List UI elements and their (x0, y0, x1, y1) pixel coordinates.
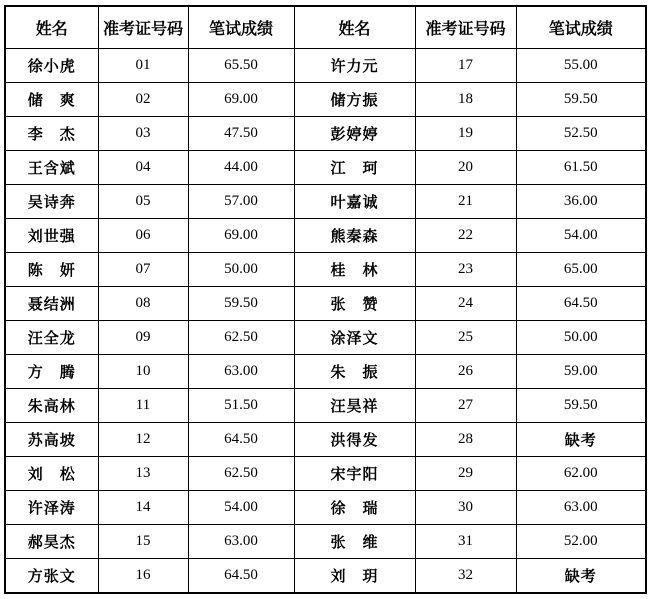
written-score: 61.50 (516, 151, 646, 185)
written-score: 52.50 (516, 117, 646, 151)
candidate-name: 彭婷婷 (294, 117, 415, 151)
written-score: 63.00 (516, 491, 646, 525)
candidate-name: 方 腾 (5, 355, 98, 389)
header-name-left: 姓名 (5, 6, 98, 49)
written-score: 65.50 (188, 49, 294, 83)
admission-ticket-number: 30 (415, 491, 516, 525)
written-score: 59.50 (516, 83, 646, 117)
admission-ticket-number: 23 (415, 253, 516, 287)
admission-ticket-number: 04 (98, 151, 188, 185)
candidate-name: 徐小虎 (5, 49, 98, 83)
table-row (5, 389, 646, 423)
admission-ticket-number: 06 (98, 219, 188, 253)
written-score: 50.00 (188, 253, 294, 287)
table-row (5, 287, 646, 321)
table-row (5, 253, 646, 287)
header-id-right: 准考证号码 (415, 6, 516, 49)
table-row (5, 491, 646, 525)
written-score: 47.50 (188, 117, 294, 151)
admission-ticket-number: 05 (98, 185, 188, 219)
written-score: 64.50 (188, 423, 294, 457)
candidate-name: 汪全龙 (5, 321, 98, 355)
table-row (5, 49, 646, 83)
table-row (5, 219, 646, 253)
table-row (5, 423, 646, 457)
written-score: 59.50 (188, 287, 294, 321)
candidate-name: 聂结洲 (5, 287, 98, 321)
written-score: 缺考 (516, 559, 646, 594)
header-name-right: 姓名 (294, 6, 415, 49)
written-score: 50.00 (516, 321, 646, 355)
written-exam-score-table (4, 5, 647, 594)
written-score: 62.00 (516, 457, 646, 491)
candidate-name: 刘 松 (5, 457, 98, 491)
written-score: 64.50 (516, 287, 646, 321)
written-score: 64.50 (188, 559, 294, 594)
admission-ticket-number: 19 (415, 117, 516, 151)
admission-ticket-number: 24 (415, 287, 516, 321)
candidate-name: 江 珂 (294, 151, 415, 185)
admission-ticket-number: 01 (98, 49, 188, 83)
candidate-name: 洪得发 (294, 423, 415, 457)
table-row (5, 525, 646, 559)
admission-ticket-number: 12 (98, 423, 188, 457)
header-score-left: 笔试成绩 (188, 6, 294, 49)
candidate-name: 宋宇阳 (294, 457, 415, 491)
candidate-name: 张 维 (294, 525, 415, 559)
admission-ticket-number: 02 (98, 83, 188, 117)
written-score: 54.00 (516, 219, 646, 253)
candidate-name: 苏高坡 (5, 423, 98, 457)
admission-ticket-number: 16 (98, 559, 188, 594)
admission-ticket-number: 09 (98, 321, 188, 355)
candidate-name: 郝昊杰 (5, 525, 98, 559)
candidate-name: 方张文 (5, 559, 98, 594)
header-score-right: 笔试成绩 (516, 6, 646, 49)
admission-ticket-number: 07 (98, 253, 188, 287)
admission-ticket-number: 26 (415, 355, 516, 389)
candidate-name: 徐 瑞 (294, 491, 415, 525)
admission-ticket-number: 29 (415, 457, 516, 491)
admission-ticket-number: 10 (98, 355, 188, 389)
candidate-name: 汪昊祥 (294, 389, 415, 423)
table-row (5, 151, 646, 185)
written-score: 51.50 (188, 389, 294, 423)
admission-ticket-number: 03 (98, 117, 188, 151)
admission-ticket-number: 20 (415, 151, 516, 185)
admission-ticket-number: 21 (415, 185, 516, 219)
admission-ticket-number: 18 (415, 83, 516, 117)
table-row (5, 83, 646, 117)
table-body (5, 49, 646, 594)
candidate-name: 涂泽文 (294, 321, 415, 355)
admission-ticket-number: 15 (98, 525, 188, 559)
candidate-name: 储 爽 (5, 83, 98, 117)
table-row (5, 117, 646, 151)
admission-ticket-number: 28 (415, 423, 516, 457)
written-score: 69.00 (188, 219, 294, 253)
candidate-name: 张 赞 (294, 287, 415, 321)
header-row (5, 6, 646, 49)
admission-ticket-number: 08 (98, 287, 188, 321)
written-score: 62.50 (188, 457, 294, 491)
candidate-name: 陈 妍 (5, 253, 98, 287)
table-row (5, 559, 646, 594)
table-row (5, 457, 646, 491)
written-score: 55.00 (516, 49, 646, 83)
table-row (5, 321, 646, 355)
written-score: 52.00 (516, 525, 646, 559)
admission-ticket-number: 25 (415, 321, 516, 355)
candidate-name: 李 杰 (5, 117, 98, 151)
header-id-left: 准考证号码 (98, 6, 188, 49)
candidate-name: 王含斌 (5, 151, 98, 185)
candidate-name: 吴诗奔 (5, 185, 98, 219)
candidate-name: 储方振 (294, 83, 415, 117)
candidate-name: 叶嘉诚 (294, 185, 415, 219)
candidate-name: 刘 玥 (294, 559, 415, 594)
written-score: 62.50 (188, 321, 294, 355)
written-score: 44.00 (188, 151, 294, 185)
table-row (5, 185, 646, 219)
candidate-name: 许力元 (294, 49, 415, 83)
score-sheet (4, 5, 647, 594)
admission-ticket-number: 27 (415, 389, 516, 423)
candidate-name: 朱高林 (5, 389, 98, 423)
admission-ticket-number: 11 (98, 389, 188, 423)
admission-ticket-number: 14 (98, 491, 188, 525)
candidate-name: 桂 林 (294, 253, 415, 287)
candidate-name: 许泽涛 (5, 491, 98, 525)
admission-ticket-number: 31 (415, 525, 516, 559)
written-score: 54.00 (188, 491, 294, 525)
written-score: 65.00 (516, 253, 646, 287)
admission-ticket-number: 17 (415, 49, 516, 83)
candidate-name: 熊秦森 (294, 219, 415, 253)
table-row (5, 355, 646, 389)
candidate-name: 朱 振 (294, 355, 415, 389)
admission-ticket-number: 13 (98, 457, 188, 491)
written-score: 59.50 (516, 389, 646, 423)
written-score: 36.00 (516, 185, 646, 219)
written-score: 缺考 (516, 423, 646, 457)
admission-ticket-number: 22 (415, 219, 516, 253)
admission-ticket-number: 32 (415, 559, 516, 594)
written-score: 63.00 (188, 355, 294, 389)
written-score: 59.00 (516, 355, 646, 389)
written-score: 63.00 (188, 525, 294, 559)
candidate-name: 刘世强 (5, 219, 98, 253)
written-score: 69.00 (188, 83, 294, 117)
written-score: 57.00 (188, 185, 294, 219)
